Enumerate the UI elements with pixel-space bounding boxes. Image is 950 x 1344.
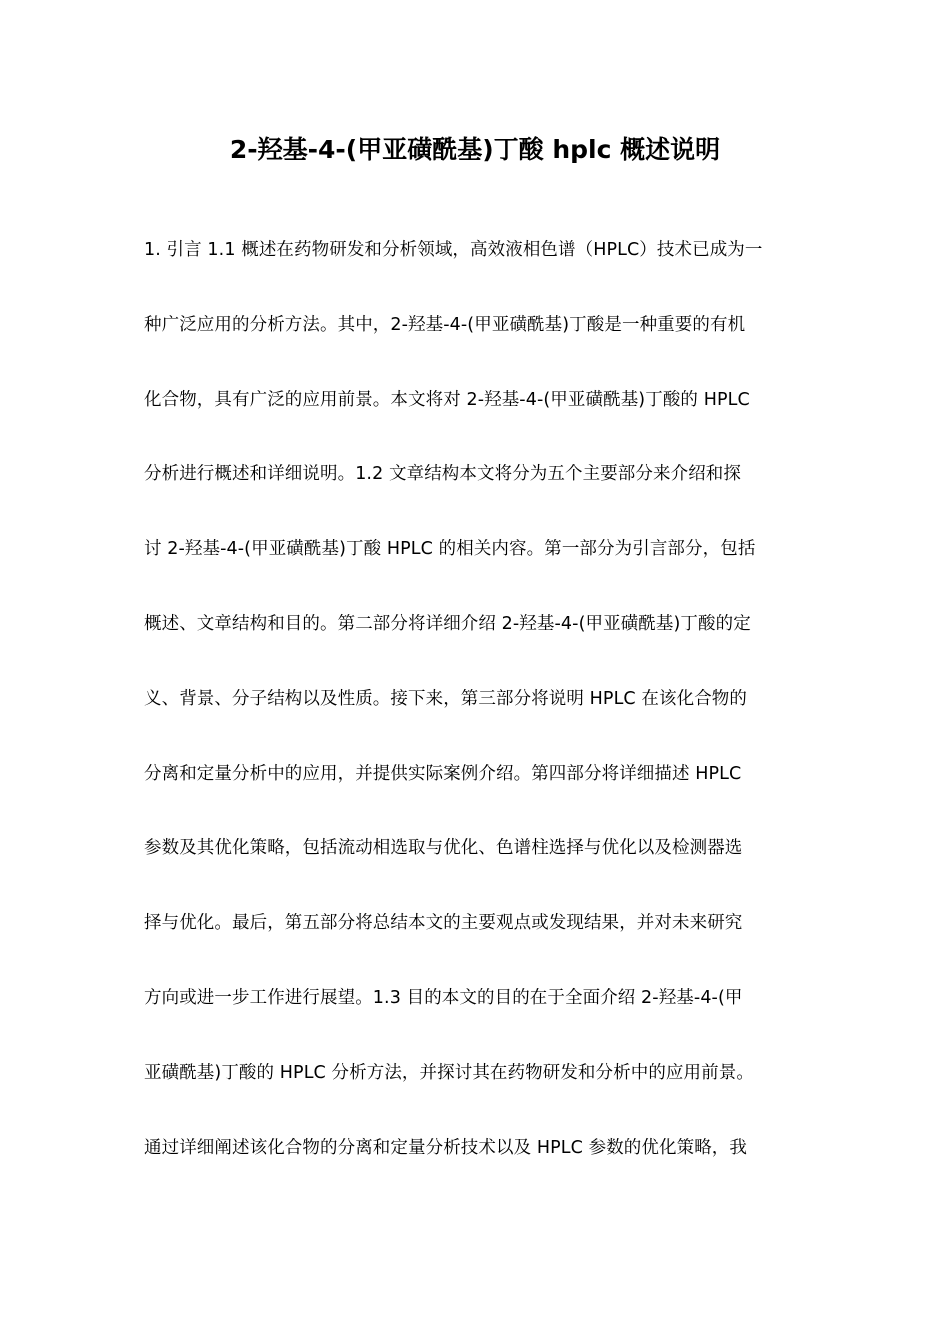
document-body: [144, 232, 808, 1204]
body-line-13: 通过详细阐述该化合物的分离和定量分析技术以及 HPLC 参数的优化策略，我: [144, 1137, 748, 1158]
body-line-1: 1. 引言 1.1 概述在药物研发和分析领域，高效液相色谱（HPLC）技术已成为一: [144, 240, 763, 260]
body-line-4: 分析进行概述和详细说明。1.2 文章结构本文将分为五个主要部分来介绍和探: [144, 464, 741, 485]
body-line-11: 方向或进一步工作进行展望。1.3 目的本文的目的在于全面介绍 2-羟基-4-(甲: [144, 987, 743, 1008]
body-line-5: 讨 2-羟基-4-(甲亚磺酰基)丁酸 HPLC 的相关内容。第一部分为引言部分，包括: [144, 539, 756, 560]
body-line-10: 择与优化。最后，第五部分将总结本文的主要观点或发现结果，并对未来研究: [144, 913, 743, 934]
body-line-7: 义、背景、分子结构以及性质。接下来，第三部分将说明 HPLC 在该化合物的: [144, 688, 748, 709]
body-line-8: 分离和定量分析中的应用，并提供实际案例介绍。第四部分将详细描述 HPLC: [144, 763, 742, 784]
body-line-6: 概述、文章结构和目的。第二部分将详细介绍 2-羟基-4-(甲亚磺酰基)丁酸的定: [144, 613, 751, 634]
body-line-3: 化合物，具有广泛的应用前景。本文将对 2-羟基-4-(甲亚磺酰基)丁酸的 HPLC: [144, 389, 750, 410]
document-title: 2-羟基-4-(甲亚磺酰基)丁酸 hplc 概述说明: [229, 135, 721, 164]
body-line-12: 亚磺酰基)丁酸的 HPLC 分析方法，并探讨其在药物研发和分析中的应用前景。: [144, 1062, 754, 1083]
body-line-2: 种广泛应用的分析方法。其中，2-羟基-4-(甲亚磺酰基)丁酸是一种重要的有机: [144, 314, 746, 335]
body-line-9: 参数及其优化策略，包括流动相选取与优化、色谱柱选择与优化以及检测器选: [144, 838, 743, 859]
